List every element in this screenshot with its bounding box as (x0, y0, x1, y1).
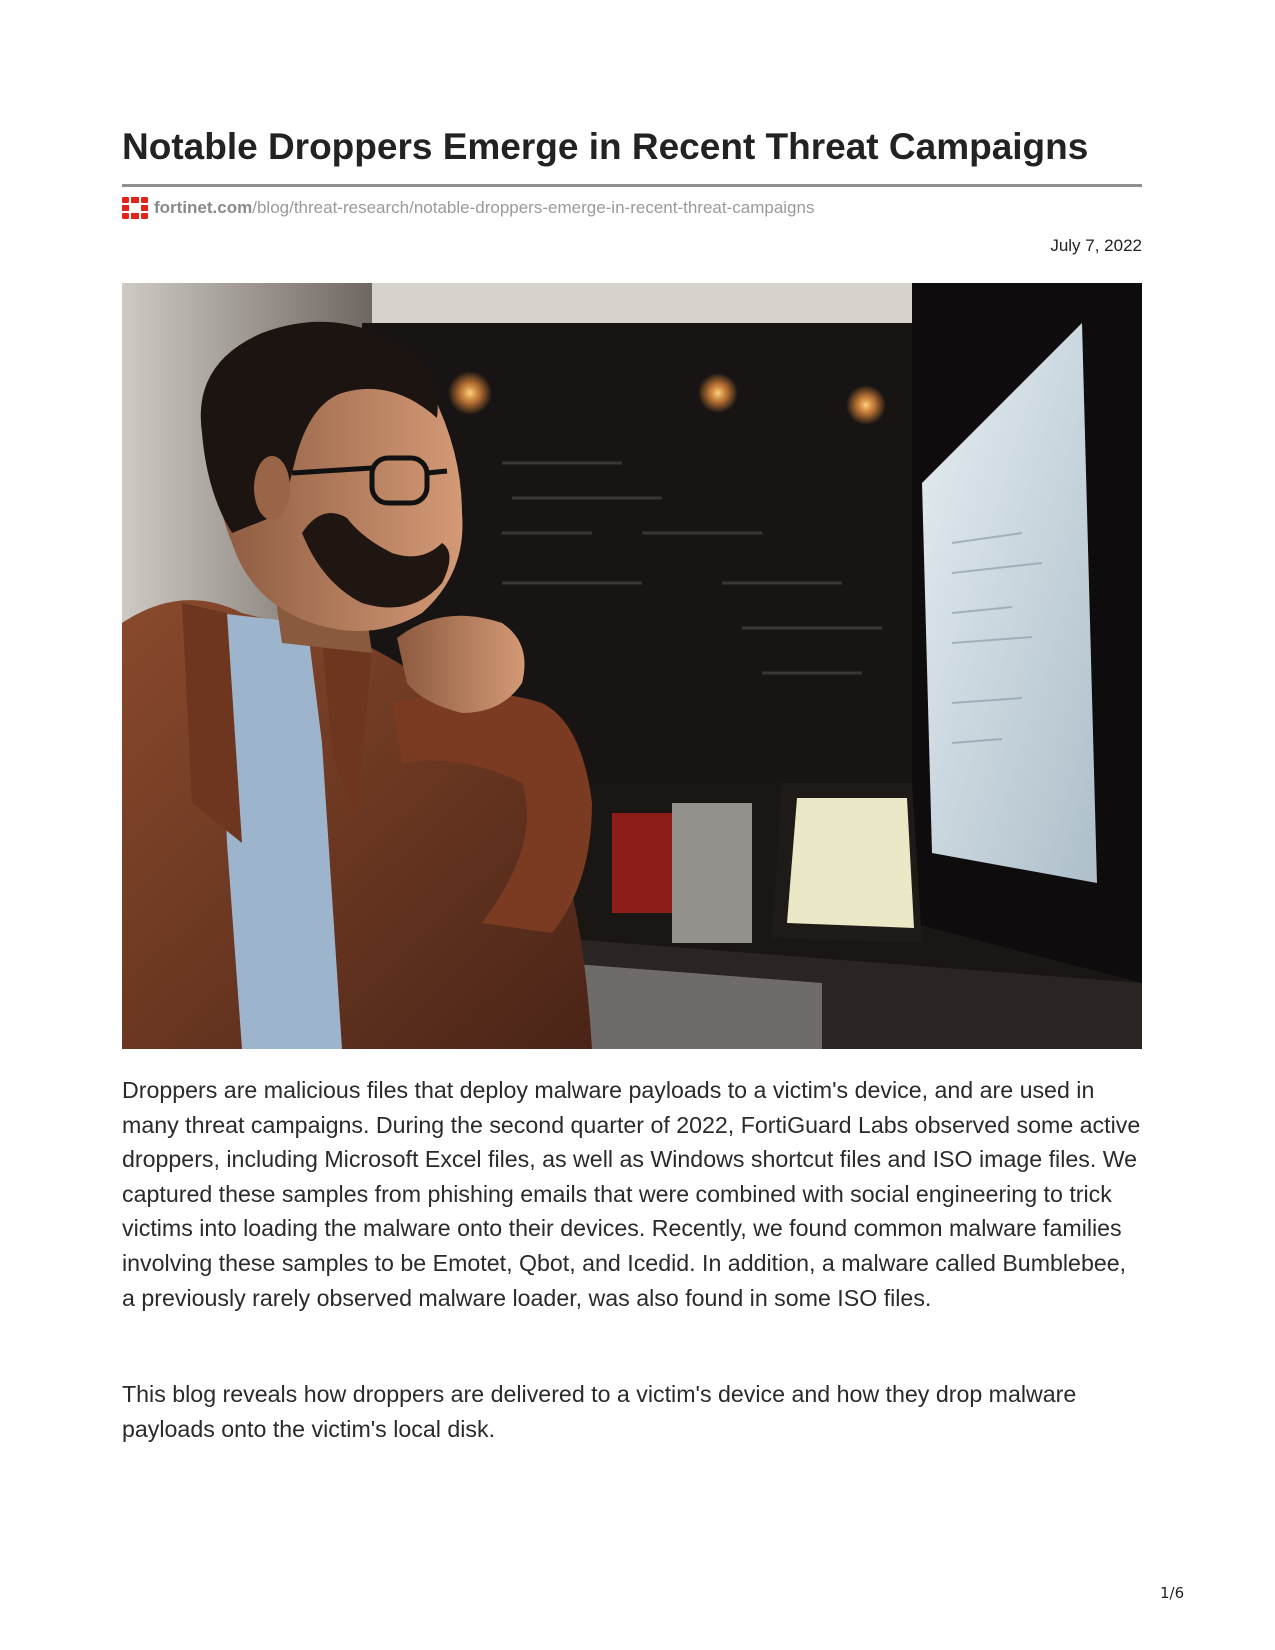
publish-date: July 7, 2022 (1050, 236, 1142, 255)
hero-photo-illustration (122, 283, 1142, 1049)
source-domain: fortinet.com (154, 198, 253, 217)
title-divider (122, 184, 1142, 187)
fortinet-logo-icon (122, 197, 148, 219)
source-path: /blog/threat-research/notable-droppers-emerge-in-recent-threat-campaigns (252, 198, 815, 217)
source-link[interactable] (154, 198, 814, 218)
paragraph-2: This blog reveals how droppers are delivered to a victim's device and how they drop malware payloads onto the victim's local disk. (122, 1381, 1077, 1442)
article-title: Notable Droppers Emerge in Recent Threat Campaigns (122, 126, 1089, 167)
paragraph-1: Droppers are malicious files that deploy malware payloads to a victim's device, and are used in many threat campaigns. During the second quarter of 2022, FortiGuard Labs observed some active droppers, including Microsoft Excel files, as well as Windows shortcut files and ISO image files. We captured these samples from phishing emails that were combined with social engineering to trick victims into loading the malware onto their devices. Recently, we found common malware families involving these samples to be Emotet, Qbot, and Icedid. In addition, a malware called Bumblebee, a previously rarely observed malware loader, was also found in some ISO files. (122, 1077, 1141, 1311)
source-line (122, 197, 814, 219)
page-number: 1/6 (1160, 1584, 1185, 1602)
hero-image (122, 283, 1142, 1049)
